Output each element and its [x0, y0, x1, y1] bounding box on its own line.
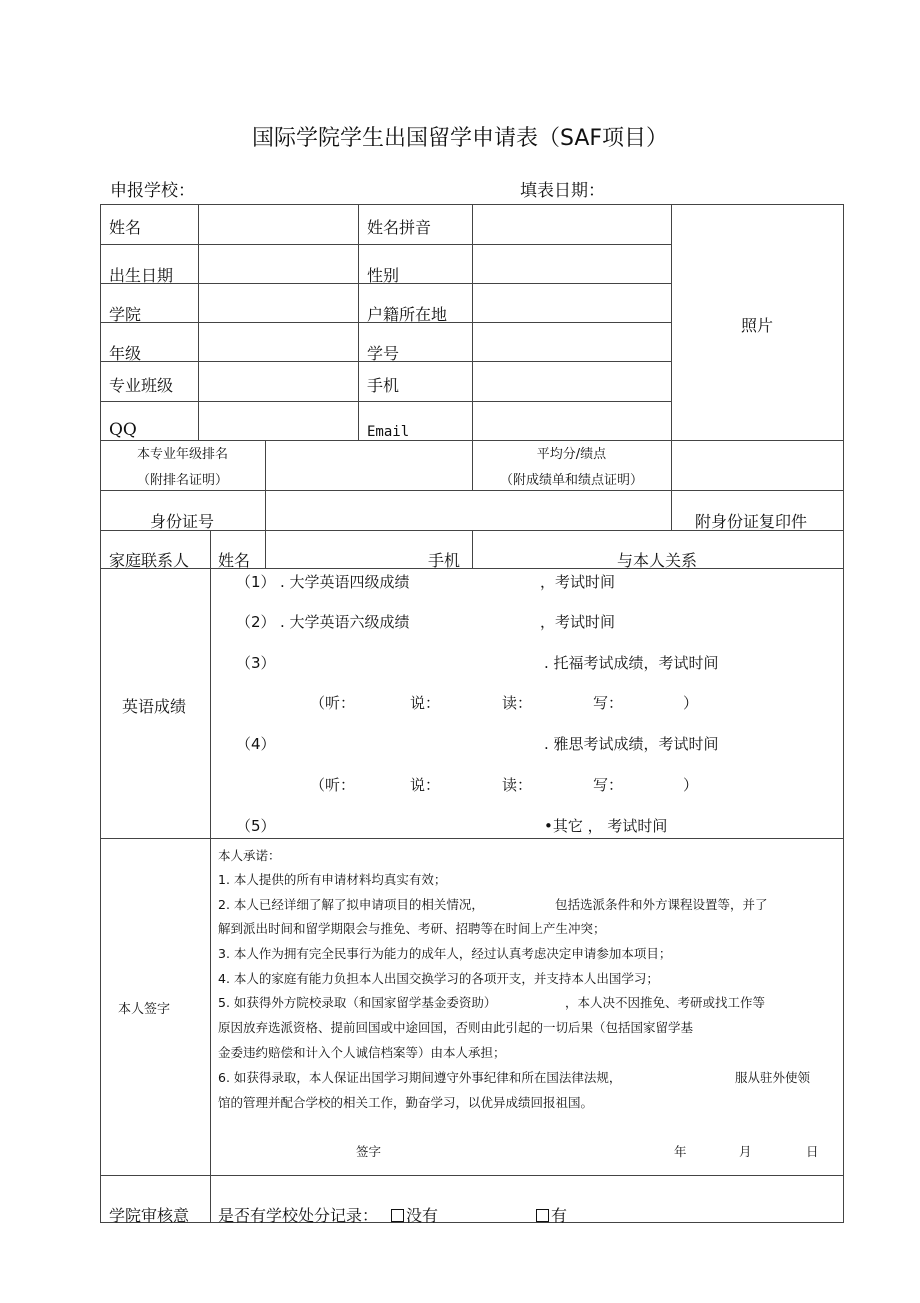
pledge-item-2b: 包括选派条件和外方课程设置等，并了: [555, 897, 768, 912]
qq-label: QQ: [109, 420, 137, 440]
name-label: 姓名: [109, 218, 142, 237]
cet4-time: ，考试时间: [540, 573, 616, 591]
gpa-label: 平均分/绩点: [536, 447, 607, 462]
ielts-write: 写：: [593, 776, 624, 794]
toefl-no: （3）: [236, 654, 276, 672]
discipline-yes-option[interactable]: [536, 1203, 567, 1226]
ielts-label: . 雅思考试成绩，考试时间: [544, 735, 719, 753]
pledge-item-5a: 5. 如获得外方院校录取（和国家留学基金委资助）: [218, 995, 497, 1010]
phone-label: 手机: [367, 376, 400, 395]
id-copy-note: 附身份证复印件: [695, 512, 808, 531]
rank-note: （附排名证明）: [136, 473, 228, 488]
college-label: 学院: [109, 305, 142, 324]
ielts-no: （4）: [236, 735, 276, 753]
pledge-item-5d: 金委违约赔偿和计入个人诚信档案等）由本人承担；: [218, 1045, 506, 1060]
family-relation-label: 与本人关系: [617, 551, 698, 570]
month-label: 月: [739, 1144, 752, 1159]
other-label: •其它 ， 考试时间: [544, 817, 668, 835]
ielts-read: 读：: [502, 776, 533, 794]
pledge-item-5c: 原因放弃选派资格、提前回国或中途回国，否则由此引起的一切后果（包括国家留学基: [218, 1020, 694, 1035]
family-label: 家庭联系人: [109, 551, 190, 570]
discipline-yes-label: 有: [551, 1206, 568, 1225]
year-label: 年: [674, 1144, 687, 1159]
day-label: 日: [806, 1144, 819, 1159]
cet6-no: （2）: [236, 613, 276, 631]
discipline-question: 是否有学校处分记录：: [218, 1206, 379, 1225]
school-label: 申报学校：: [110, 181, 195, 201]
toefl-read: 读：: [502, 694, 533, 712]
pledge-item-6a: 6. 如获得录取，本人保证出国学习期间遵守外事纪律和所在国法律法规，: [218, 1070, 622, 1085]
pledge-item-4: 4. 本人的家庭有能力负担本人出国交换学习的各项开支，并支持本人出国学习；: [218, 971, 659, 986]
cet4-no: （1）: [236, 573, 276, 591]
grade-label: 年级: [109, 344, 142, 363]
major-class-label: 专业班级: [109, 376, 174, 395]
ielts-speak: 说：: [410, 776, 441, 794]
toefl-close: ）: [683, 694, 699, 712]
signature-label: 签字: [356, 1144, 382, 1159]
english-label: 英语成绩: [122, 697, 187, 716]
student-no-label: 学号: [367, 344, 400, 363]
toefl-listen: （听：: [310, 694, 356, 712]
family-name-label: 姓名: [218, 551, 251, 570]
cet4-label: . 大学英语四级成绩: [280, 573, 410, 591]
rank-label: 本专业年级排名: [136, 447, 228, 462]
ielts-close: ）: [683, 776, 699, 794]
birth-label: 出生日期: [109, 266, 174, 285]
pledge-item-5b: ，本人决不因推免、考研或找工作等: [565, 995, 766, 1010]
discipline-no-label: 没有: [406, 1206, 439, 1225]
pledge-sign-label: 本人签字: [118, 1002, 171, 1017]
discipline-no-option[interactable]: [391, 1203, 438, 1226]
gender-label: 性别: [367, 266, 400, 285]
toefl-speak: 说：: [410, 694, 441, 712]
photo-label: 照片: [741, 316, 774, 335]
cet6-time: ，考试时间: [540, 613, 616, 631]
pledge-item-2a: 2. 本人已经详细了解了拟申请项目的相关情况，: [218, 897, 484, 912]
checkbox-no[interactable]: [391, 1209, 404, 1222]
review-label: 学院审核意: [109, 1206, 190, 1225]
pledge-item-6b: 服从驻外使领: [735, 1070, 811, 1085]
pledge-item-6c: 馆的管理并配合学校的相关工作，勤奋学习，以优异成绩回报祖国。: [218, 1095, 594, 1110]
family-phone-label: 手机: [428, 551, 461, 570]
ielts-listen: （听：: [310, 776, 356, 794]
pledge-item-2c: 解到派出时间和留学期限会与推免、考研、招聘等在时间上产生冲突；: [218, 921, 606, 936]
pinyin-label: 姓名拼音: [367, 218, 432, 237]
gpa-note: （附成绩单和绩点证明）: [499, 473, 643, 488]
toefl-write: 写：: [593, 694, 624, 712]
pledge-item-3: 3. 本人作为拥有完全民事行为能力的成年人，经过认真考虑决定申请参加本项目；: [218, 946, 672, 961]
page-title: 国际学院学生出国留学申请表（SAF项目）: [251, 126, 669, 151]
pledge-item-1: 1. 本人提供的所有申请材料均真实有效；: [218, 872, 447, 887]
pledge-heading: 本人承诺：: [218, 848, 281, 863]
date-label: 填表日期：: [520, 181, 605, 201]
toefl-label: . 托福考试成绩，考试时间: [544, 654, 719, 672]
id-label: 身份证号: [150, 512, 215, 531]
cet6-label: . 大学英语六级成绩: [280, 613, 410, 631]
other-no: （5）: [236, 817, 276, 835]
hukou-label: 户籍所在地: [367, 305, 448, 324]
checkbox-yes[interactable]: [536, 1209, 549, 1222]
email-label: Email: [367, 424, 410, 440]
